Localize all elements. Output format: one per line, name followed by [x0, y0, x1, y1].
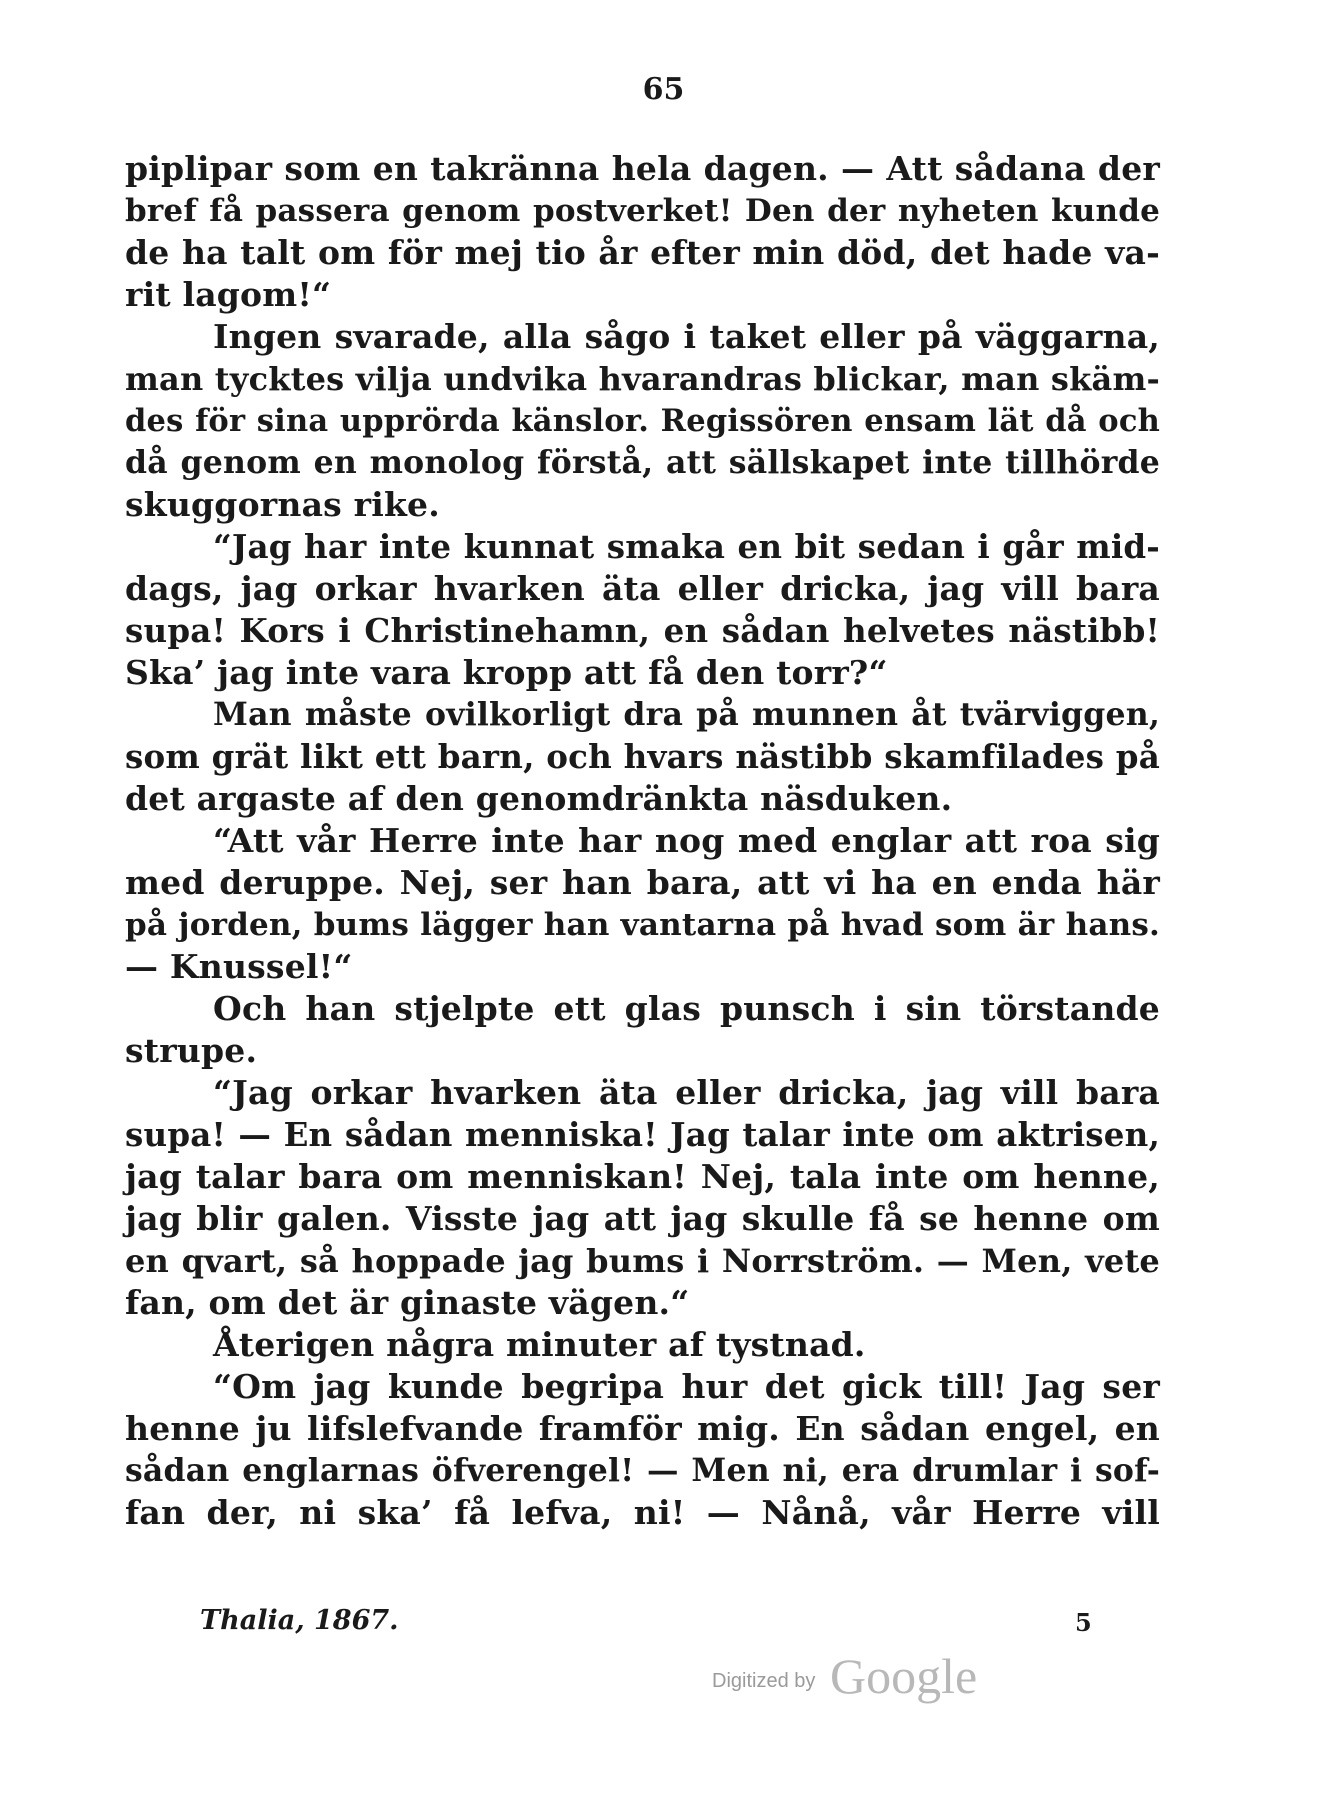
text-line: Återigen några minuter af tystnad. [213, 1325, 866, 1364]
footer-source: Thalia, 1867. [200, 1605, 399, 1636]
text-line: — Knussel!“ [125, 947, 353, 986]
text-line: Och han stjelpte ett glas punsch i sin törstande [213, 989, 1160, 1028]
text-line: strupe. [125, 1031, 258, 1070]
page-number: 65 [642, 72, 685, 107]
text-line: då genom en monolog förstå, att sällskapet inte tillhörde [125, 444, 1160, 481]
text-line: piplipar som en takränna hela dagen. — Att sådana der [125, 149, 1160, 188]
text-line: på jorden, bums lägger han vantarna på hvad som är hans. [125, 907, 1160, 943]
text-line: fan der, ni ska’ få lefva, ni! — Nånå, vår Herre vill [125, 1493, 1160, 1532]
text-line: Ska’ jag inte vara kropp att få den torr?“ [125, 653, 888, 692]
text-line: man tycktes vilja undvika hvarandras blickar, man skäm- [125, 360, 1160, 398]
text-line: med deruppe. Nej, ser han bara, att vi ha en enda här [125, 863, 1160, 902]
text-line: henne ju lifslefvande framför mig. En sådan engel, en [125, 1409, 1160, 1448]
text-line: supa! Kors i Christinehamn, en sådan helvetes nästibb! [125, 611, 1160, 650]
text-line: de ha talt om för mej tio år efter min död, det hade va- [125, 233, 1160, 272]
text-line: “Jag har inte kunnat smaka en bit sedan i går mid- [213, 527, 1160, 566]
text-line: bref få passera genom postverket! Den der nyheten kunde [125, 193, 1160, 229]
text-line: jag blir galen. Visste jag att jag skulle få se henne om [125, 1199, 1160, 1238]
text-line: “Jag orkar hvarken äta eller dricka, jag vill bara [213, 1073, 1160, 1112]
text-line: jag talar bara om menniskan! Nej, tala inte om henne, [125, 1157, 1160, 1196]
google-watermark: Google [830, 1648, 978, 1704]
footer-signature: 5 [1075, 1608, 1092, 1637]
text-line: dags, jag orkar hvarken äta eller dricka, jag vill bara [125, 569, 1160, 608]
text-line: rit lagom!“ [125, 275, 332, 314]
text-line: skuggornas rike. [125, 485, 440, 524]
body-text [125, 148, 1160, 1534]
text-line: Man måste ovilkorligt dra på munnen åt tvärviggen, [213, 696, 1160, 733]
text-line: “Att vår Herre inte har nog med englar att roa sig [213, 821, 1160, 860]
text-line: fan, om det är ginaste vägen.“ [125, 1283, 690, 1322]
text-line: des för sina upprörda känslor. Regissören ensam lät då och [125, 403, 1160, 439]
text-line: supa! — En sådan menniska! Jag talar inte om aktrisen, [125, 1115, 1160, 1154]
text-line: sådan englarnas öfverengel! — Men ni, era drumlar i sof- [125, 1452, 1160, 1489]
text-line: Ingen svarade, alla sågo i taket eller på väggarna, [213, 317, 1160, 356]
digitized-by-label: Digitized by [712, 1670, 816, 1692]
text-line: som grät likt ett barn, och hvars nästibb skamfilades på [125, 737, 1160, 776]
text-line: det argaste af den genomdränkta näsduken. [125, 779, 953, 818]
text-line: “Om jag kunde begripa hur det gick till! Jag ser [213, 1367, 1160, 1406]
text-line: en qvart, så hoppade jag bums i Norrström. — Men, vete [125, 1242, 1160, 1280]
